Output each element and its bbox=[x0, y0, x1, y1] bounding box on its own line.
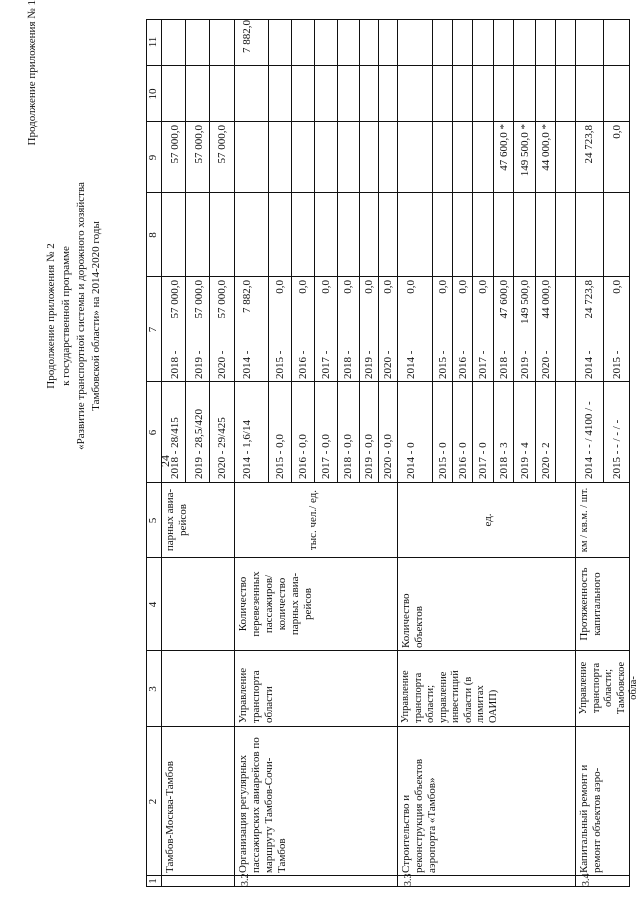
cell-c7-value: 0,0 bbox=[363, 280, 375, 294]
cell-c7: 2017 - bbox=[320, 350, 332, 379]
row-indicator: Количество перевезенных пассажиров/ количество парных авиа-рейсов bbox=[237, 571, 314, 637]
row-name: Тамбов-Москва-Тамбов bbox=[164, 761, 176, 873]
cell-c6: 2019 - 28,5/420 bbox=[193, 409, 205, 479]
cell-c6: 2015 - 0 bbox=[437, 442, 449, 479]
cell-c7-value: 0,0 bbox=[382, 280, 394, 294]
cell-c6: 2019 - 4 bbox=[519, 442, 531, 479]
row-executor: Управление транспорта области; управление инвестиций области (в лимитах ОАИП) bbox=[400, 670, 499, 723]
cell-c7-value: 24 723,8 bbox=[583, 280, 595, 319]
row-executor: Управление транспорта области; Тамбовское обла- bbox=[578, 661, 639, 715]
col-header: 10 bbox=[147, 88, 159, 100]
col-header: 2 bbox=[147, 798, 159, 805]
cell-c6: 2018 - 0,0 bbox=[342, 434, 354, 479]
row-number: 3.3 bbox=[403, 873, 414, 886]
cell-c7-value: 0,0 bbox=[437, 280, 449, 294]
cell-c7: 2016 - bbox=[457, 350, 469, 379]
col-header: 3 bbox=[147, 686, 159, 692]
cell-c6: 2019 - 0,0 bbox=[363, 434, 375, 479]
col-header: 9 bbox=[147, 154, 159, 161]
col-header: 7 bbox=[147, 326, 159, 333]
cell-c9: 24 723,8 bbox=[583, 125, 595, 164]
cell-c6: 2014 - - / 4100 / - bbox=[583, 401, 595, 479]
row-number: 3.2 bbox=[240, 873, 251, 886]
cell-c7: 2019 - bbox=[363, 350, 375, 379]
cell-c7-value: 57 000,0 bbox=[193, 280, 205, 319]
row-unit: км / кв.м. / шт. bbox=[579, 487, 590, 553]
cell-c9: 149 500,0 * bbox=[519, 124, 531, 177]
header-line-3: к государственной программе bbox=[60, 246, 72, 386]
cell-c7: 2015 - bbox=[437, 350, 449, 379]
cell-c11: 7 882,0 bbox=[241, 20, 253, 53]
col-header: 4 bbox=[147, 601, 159, 608]
row-unit: тыс. чел./ ед. bbox=[307, 489, 319, 551]
cell-c6: 2014 - 1,6/14 bbox=[241, 420, 253, 479]
row-unit: ед. bbox=[482, 513, 494, 527]
cell-c7-value: 47 600,0 bbox=[498, 280, 510, 319]
row-indicator: Протяженность капитального bbox=[578, 567, 603, 641]
cell-c7-value: 149 500,0 bbox=[519, 280, 531, 324]
cell-c9: 44 000,0 * bbox=[540, 124, 552, 171]
cell-c7-value: 0,0 bbox=[405, 280, 417, 294]
cell-c6: 2018 - 28/415 bbox=[169, 417, 181, 479]
cell-c6: 2015 - 0,0 bbox=[274, 434, 286, 479]
cell-c7-value: 0,0 bbox=[342, 280, 354, 294]
header-line-5: Тамбовской области» на 2014-2020 годы bbox=[90, 221, 102, 411]
col-header: 6 bbox=[147, 429, 159, 436]
cell-c7: 2018 - bbox=[342, 350, 354, 379]
cell-c9: 57 000,0 bbox=[216, 125, 228, 164]
cell-c6: 2016 - 0,0 bbox=[297, 434, 309, 479]
cell-c7: 2019 - bbox=[193, 350, 205, 379]
cell-c7: 2020 - bbox=[540, 350, 552, 379]
cell-c6: 2017 - 0 bbox=[477, 442, 489, 479]
cell-c7: 2020 - bbox=[216, 350, 228, 379]
cell-c7-value: 0,0 bbox=[320, 280, 332, 294]
appendix-header-1 bbox=[25, 0, 40, 160]
cell-c9: 57 000,0 bbox=[169, 125, 181, 164]
cell-c7: 2020 - bbox=[382, 350, 394, 379]
cell-c6: 2015 - - / - / - bbox=[611, 419, 623, 479]
cell-c7-value: 57 000,0 bbox=[216, 280, 228, 319]
row-executor: Управление транспорта области bbox=[237, 667, 275, 723]
cell-c7: 2017 - bbox=[477, 350, 489, 379]
cell-c9: 47 600,0 * bbox=[498, 124, 510, 171]
page-number: 24 bbox=[158, 455, 172, 467]
header-line-2: Продолжение приложения № 2 bbox=[45, 243, 57, 389]
cell-c7: 2014 - bbox=[583, 350, 595, 379]
cell-c6: 2020 - 0,0 bbox=[382, 434, 394, 479]
row-number: 3.4 bbox=[581, 873, 592, 886]
cell-c6: 2020 - 29/425 bbox=[216, 417, 228, 479]
cell-c7: 2014 - bbox=[405, 350, 417, 379]
header-line-1: Продолжение приложения № 1 bbox=[26, 0, 38, 146]
cell-c7: 2014 - bbox=[241, 350, 253, 379]
row-name: Организация регулярных пассажирских авиарейсов по маршруту Тамбов-Сочи-Тамбов bbox=[237, 737, 288, 873]
row-indicator: Количество объектов bbox=[400, 593, 425, 648]
cell-c7: 2018 - bbox=[169, 350, 181, 379]
cell-c7-value: 44 000,0 bbox=[540, 280, 552, 319]
appendix-header-2 bbox=[44, 6, 104, 626]
cell-c7: 2016 - bbox=[297, 350, 309, 379]
cell-c9: 0,0 bbox=[611, 125, 623, 139]
cell-c6: 2016 - 0 bbox=[457, 442, 469, 479]
cell-c9: 57 000,0 bbox=[193, 125, 205, 164]
col-header: 8 bbox=[147, 232, 159, 238]
col-header: 1 bbox=[147, 878, 159, 884]
cell-c7-value: 57 000,0 bbox=[169, 280, 181, 319]
cell-c7: 2018 - bbox=[498, 350, 510, 379]
cell-c6: 2014 - 0 bbox=[405, 442, 417, 479]
cell-c7-value: 0,0 bbox=[457, 280, 469, 294]
cell-c6: 2020 - 2 bbox=[540, 442, 552, 479]
row-name: Строительство и реконструкция объектов аэропорта «Тамбов» bbox=[400, 758, 438, 873]
cell-c7-value: 0,0 bbox=[274, 280, 286, 294]
header-line-4: «Развитие транспортной системы и дорожного хозяйства bbox=[75, 182, 87, 450]
row-name: Капитальный ремонт и ремонт объектов аэро- bbox=[578, 764, 603, 873]
cell-c7: 2015 - bbox=[274, 350, 286, 379]
cell-c7-value: 0,0 bbox=[611, 280, 623, 294]
cell-c7-value: 0,0 bbox=[477, 280, 489, 294]
cell-c6: 2018 - 3 bbox=[498, 442, 510, 479]
row-indicator: парных авиа-рейсов bbox=[164, 488, 189, 552]
cell-c7: 2015 - bbox=[611, 350, 623, 379]
cell-c7-value: 7 882,0 bbox=[241, 280, 253, 313]
program-table bbox=[146, 19, 639, 887]
cell-c7-value: 0,0 bbox=[297, 280, 309, 294]
cell-c6: 2017 - 0,0 bbox=[320, 434, 332, 479]
col-header: 5 bbox=[147, 517, 159, 524]
col-header: 11 bbox=[147, 36, 159, 48]
cell-c7: 2019 - bbox=[519, 350, 531, 379]
